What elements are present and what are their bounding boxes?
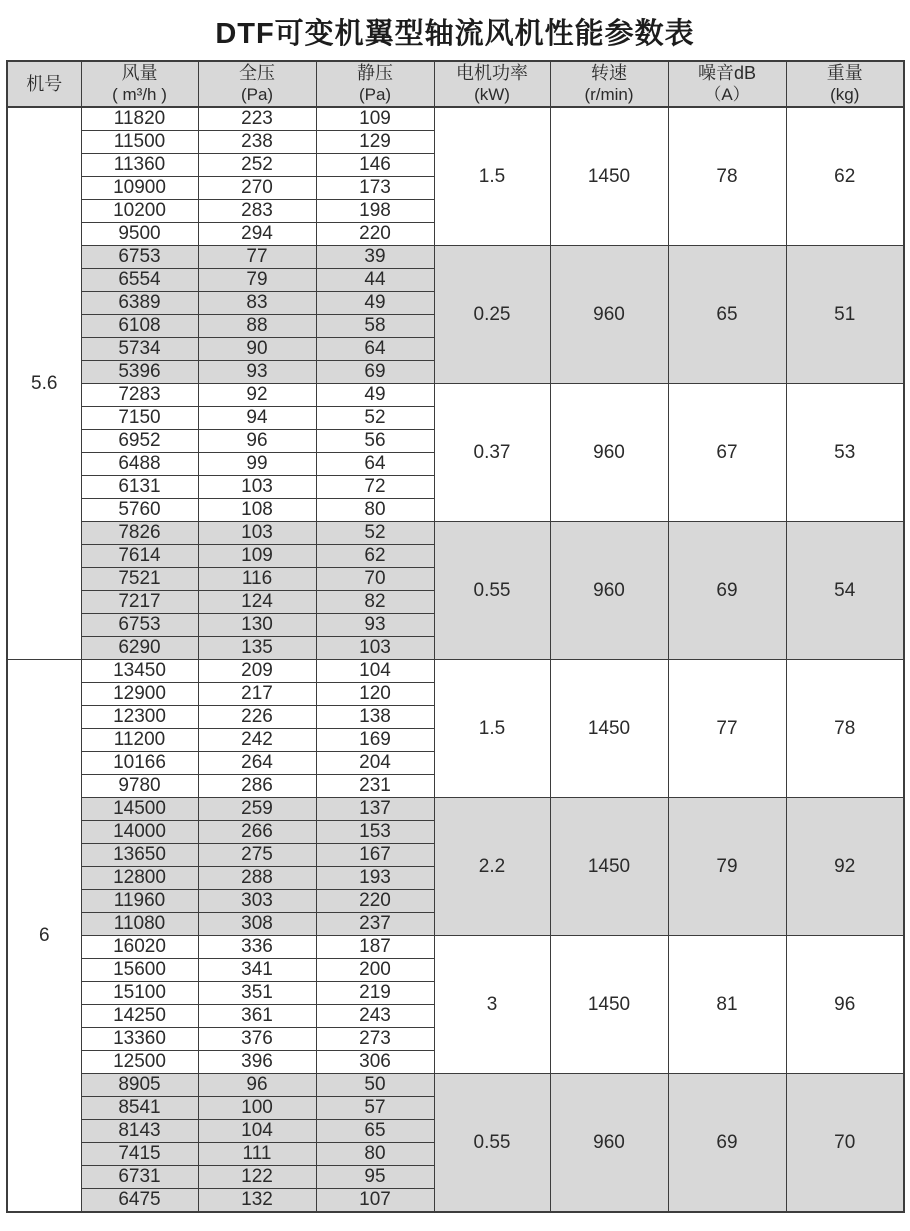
cell-airflow: 7826	[81, 522, 198, 545]
cell-static-pressure: 219	[316, 982, 434, 1005]
cell-static-pressure: 80	[316, 499, 434, 522]
cell-total-pressure: 103	[198, 522, 316, 545]
cell-noise: 67	[668, 384, 786, 522]
cell-airflow: 7521	[81, 568, 198, 591]
cell-airflow: 7217	[81, 591, 198, 614]
cell-motor-power: 0.25	[434, 246, 550, 384]
cell-static-pressure: 146	[316, 154, 434, 177]
cell-airflow: 7150	[81, 407, 198, 430]
cell-weight: 78	[786, 660, 904, 798]
cell-total-pressure: 308	[198, 913, 316, 936]
cell-total-pressure: 99	[198, 453, 316, 476]
cell-static-pressure: 137	[316, 798, 434, 821]
cell-total-pressure: 252	[198, 154, 316, 177]
cell-airflow: 6753	[81, 614, 198, 637]
cell-motor-power: 3	[434, 936, 550, 1074]
cell-airflow: 11500	[81, 131, 198, 154]
cell-airflow: 11820	[81, 107, 198, 131]
cell-static-pressure: 220	[316, 890, 434, 913]
table-body	[7, 107, 904, 1212]
cell-static-pressure: 231	[316, 775, 434, 798]
table-row	[7, 936, 904, 959]
cell-total-pressure: 96	[198, 430, 316, 453]
cell-noise: 81	[668, 936, 786, 1074]
cell-total-pressure: 122	[198, 1166, 316, 1189]
cell-static-pressure: 198	[316, 200, 434, 223]
cell-static-pressure: 138	[316, 706, 434, 729]
table-row	[7, 246, 904, 269]
cell-total-pressure: 108	[198, 499, 316, 522]
header-total-pressure-label: 全压	[239, 63, 275, 83]
cell-total-pressure: 109	[198, 545, 316, 568]
header-noise	[668, 61, 786, 107]
cell-static-pressure: 57	[316, 1097, 434, 1120]
cell-static-pressure: 273	[316, 1028, 434, 1051]
cell-motor-power: 0.55	[434, 522, 550, 660]
cell-airflow: 15600	[81, 959, 198, 982]
header-static-pressure-label: 静压	[357, 63, 393, 83]
cell-total-pressure: 88	[198, 315, 316, 338]
page-title: DTF可变机翼型轴流风机性能参数表	[215, 18, 695, 50]
cell-motor-power: 1.5	[434, 660, 550, 798]
cell-airflow: 8905	[81, 1074, 198, 1097]
cell-static-pressure: 80	[316, 1143, 434, 1166]
cell-static-pressure: 187	[316, 936, 434, 959]
cell-static-pressure: 120	[316, 683, 434, 706]
cell-total-pressure: 351	[198, 982, 316, 1005]
cell-airflow: 5734	[81, 338, 198, 361]
cell-airflow: 14500	[81, 798, 198, 821]
cell-weight: 53	[786, 384, 904, 522]
cell-noise: 77	[668, 660, 786, 798]
cell-airflow: 9780	[81, 775, 198, 798]
header-motor-power-unit: (kW)	[474, 85, 510, 104]
cell-static-pressure: 153	[316, 821, 434, 844]
cell-airflow: 6389	[81, 292, 198, 315]
cell-airflow: 6488	[81, 453, 198, 476]
cell-airflow: 13450	[81, 660, 198, 683]
cell-motor-power: 0.55	[434, 1074, 550, 1213]
cell-airflow: 12500	[81, 1051, 198, 1074]
cell-airflow: 7614	[81, 545, 198, 568]
cell-static-pressure: 93	[316, 614, 434, 637]
table-row	[7, 660, 904, 683]
cell-static-pressure: 49	[316, 292, 434, 315]
header-airflow-label: 风量	[121, 63, 158, 83]
cell-airflow: 6731	[81, 1166, 198, 1189]
cell-total-pressure: 259	[198, 798, 316, 821]
header-noise-label: 噪音dB	[697, 63, 757, 83]
cell-speed: 960	[550, 384, 668, 522]
cell-airflow: 6952	[81, 430, 198, 453]
cell-total-pressure: 93	[198, 361, 316, 384]
header-noise-unit: （A）	[704, 85, 750, 104]
cell-total-pressure: 77	[198, 246, 316, 269]
cell-static-pressure: 39	[316, 246, 434, 269]
cell-airflow: 6108	[81, 315, 198, 338]
cell-airflow: 11960	[81, 890, 198, 913]
cell-total-pressure: 336	[198, 936, 316, 959]
cell-total-pressure: 90	[198, 338, 316, 361]
cell-static-pressure: 64	[316, 453, 434, 476]
cell-total-pressure: 209	[198, 660, 316, 683]
cell-total-pressure: 79	[198, 269, 316, 292]
cell-airflow: 6131	[81, 476, 198, 499]
cell-static-pressure: 109	[316, 107, 434, 131]
cell-static-pressure: 107	[316, 1189, 434, 1213]
cell-noise: 78	[668, 107, 786, 246]
cell-total-pressure: 83	[198, 292, 316, 315]
header-model-no	[7, 61, 81, 107]
header-static-pressure	[316, 61, 434, 107]
cell-total-pressure: 376	[198, 1028, 316, 1051]
cell-speed: 960	[550, 522, 668, 660]
cell-airflow: 5760	[81, 499, 198, 522]
cell-airflow: 12800	[81, 867, 198, 890]
cell-speed: 1450	[550, 798, 668, 936]
cell-static-pressure: 50	[316, 1074, 434, 1097]
cell-noise: 79	[668, 798, 786, 936]
cell-weight: 54	[786, 522, 904, 660]
cell-airflow: 11080	[81, 913, 198, 936]
cell-total-pressure: 396	[198, 1051, 316, 1074]
cell-airflow: 6554	[81, 269, 198, 292]
cell-total-pressure: 341	[198, 959, 316, 982]
cell-speed: 1450	[550, 107, 668, 246]
cell-static-pressure: 104	[316, 660, 434, 683]
cell-total-pressure: 238	[198, 131, 316, 154]
cell-total-pressure: 242	[198, 729, 316, 752]
cell-model-no: 6	[7, 660, 81, 1213]
cell-total-pressure: 303	[198, 890, 316, 913]
header-model-no-label: 机号	[26, 74, 63, 94]
cell-total-pressure: 294	[198, 223, 316, 246]
cell-airflow: 6475	[81, 1189, 198, 1213]
cell-static-pressure: 44	[316, 269, 434, 292]
cell-total-pressure: 130	[198, 614, 316, 637]
cell-static-pressure: 204	[316, 752, 434, 775]
cell-total-pressure: 266	[198, 821, 316, 844]
cell-weight: 70	[786, 1074, 904, 1213]
cell-total-pressure: 283	[198, 200, 316, 223]
cell-static-pressure: 52	[316, 407, 434, 430]
cell-airflow: 9500	[81, 223, 198, 246]
cell-weight: 92	[786, 798, 904, 936]
header-airflow	[81, 61, 198, 107]
cell-static-pressure: 95	[316, 1166, 434, 1189]
cell-airflow: 10166	[81, 752, 198, 775]
table-header	[7, 61, 904, 107]
cell-total-pressure: 264	[198, 752, 316, 775]
cell-static-pressure: 58	[316, 315, 434, 338]
table-row	[7, 107, 904, 131]
cell-airflow: 7283	[81, 384, 198, 407]
cell-airflow: 10200	[81, 200, 198, 223]
cell-static-pressure: 49	[316, 384, 434, 407]
cell-airflow: 13650	[81, 844, 198, 867]
cell-total-pressure: 96	[198, 1074, 316, 1097]
cell-model-no: 5.6	[7, 107, 81, 660]
cell-total-pressure: 132	[198, 1189, 316, 1213]
cell-static-pressure: 62	[316, 545, 434, 568]
cell-airflow: 12900	[81, 683, 198, 706]
table-row	[7, 522, 904, 545]
cell-total-pressure: 135	[198, 637, 316, 660]
cell-airflow: 12300	[81, 706, 198, 729]
header-speed	[550, 61, 668, 107]
cell-static-pressure: 169	[316, 729, 434, 752]
fan-performance-table	[6, 60, 905, 1213]
cell-static-pressure: 72	[316, 476, 434, 499]
cell-static-pressure: 64	[316, 338, 434, 361]
header-motor-power-label: 电机功率	[456, 63, 528, 83]
cell-airflow: 7415	[81, 1143, 198, 1166]
header-row	[7, 61, 904, 107]
cell-noise: 65	[668, 246, 786, 384]
cell-airflow: 6753	[81, 246, 198, 269]
cell-static-pressure: 70	[316, 568, 434, 591]
header-weight-label: 重量	[826, 63, 863, 83]
cell-static-pressure: 173	[316, 177, 434, 200]
cell-total-pressure: 116	[198, 568, 316, 591]
cell-total-pressure: 111	[198, 1143, 316, 1166]
cell-total-pressure: 103	[198, 476, 316, 499]
cell-airflow: 16020	[81, 936, 198, 959]
cell-static-pressure: 56	[316, 430, 434, 453]
cell-total-pressure: 100	[198, 1097, 316, 1120]
cell-total-pressure: 286	[198, 775, 316, 798]
cell-speed: 1450	[550, 936, 668, 1074]
header-weight-unit: (kg)	[830, 85, 860, 104]
cell-total-pressure: 288	[198, 867, 316, 890]
cell-airflow: 15100	[81, 982, 198, 1005]
table-row	[7, 1074, 904, 1097]
table-row	[7, 798, 904, 821]
cell-total-pressure: 223	[198, 107, 316, 131]
cell-total-pressure: 226	[198, 706, 316, 729]
cell-motor-power: 0.37	[434, 384, 550, 522]
cell-noise: 69	[668, 522, 786, 660]
cell-airflow: 14250	[81, 1005, 198, 1028]
cell-weight: 96	[786, 936, 904, 1074]
cell-static-pressure: 129	[316, 131, 434, 154]
header-speed-unit: (r/min)	[584, 85, 634, 104]
cell-airflow: 8143	[81, 1120, 198, 1143]
header-weight	[786, 61, 904, 107]
cell-static-pressure: 82	[316, 591, 434, 614]
cell-motor-power: 1.5	[434, 107, 550, 246]
cell-total-pressure: 92	[198, 384, 316, 407]
cell-airflow: 11200	[81, 729, 198, 752]
cell-airflow: 5396	[81, 361, 198, 384]
header-total-pressure	[198, 61, 316, 107]
cell-static-pressure: 243	[316, 1005, 434, 1028]
cell-total-pressure: 217	[198, 683, 316, 706]
cell-airflow: 6290	[81, 637, 198, 660]
header-static-pressure-unit: (Pa)	[358, 85, 392, 104]
cell-static-pressure: 237	[316, 913, 434, 936]
header-speed-label: 转速	[591, 63, 627, 83]
cell-airflow: 11360	[81, 154, 198, 177]
cell-speed: 1450	[550, 660, 668, 798]
cell-speed: 960	[550, 246, 668, 384]
cell-static-pressure: 65	[316, 1120, 434, 1143]
cell-noise: 69	[668, 1074, 786, 1213]
cell-weight: 51	[786, 246, 904, 384]
table-row	[7, 384, 904, 407]
cell-motor-power: 2.2	[434, 798, 550, 936]
cell-static-pressure: 167	[316, 844, 434, 867]
cell-airflow: 13360	[81, 1028, 198, 1051]
cell-static-pressure: 200	[316, 959, 434, 982]
cell-total-pressure: 124	[198, 591, 316, 614]
cell-static-pressure: 69	[316, 361, 434, 384]
header-airflow-unit: ( m³/h )	[112, 85, 167, 104]
cell-static-pressure: 103	[316, 637, 434, 660]
cell-airflow: 8541	[81, 1097, 198, 1120]
header-total-pressure-unit: (Pa)	[240, 85, 274, 104]
cell-total-pressure: 270	[198, 177, 316, 200]
cell-static-pressure: 220	[316, 223, 434, 246]
cell-weight: 62	[786, 107, 904, 246]
cell-total-pressure: 94	[198, 407, 316, 430]
cell-total-pressure: 104	[198, 1120, 316, 1143]
cell-total-pressure: 275	[198, 844, 316, 867]
header-motor-power	[434, 61, 550, 107]
cell-airflow: 10900	[81, 177, 198, 200]
cell-static-pressure: 306	[316, 1051, 434, 1074]
cell-speed: 960	[550, 1074, 668, 1213]
cell-static-pressure: 52	[316, 522, 434, 545]
cell-static-pressure: 193	[316, 867, 434, 890]
cell-total-pressure: 361	[198, 1005, 316, 1028]
cell-airflow: 14000	[81, 821, 198, 844]
